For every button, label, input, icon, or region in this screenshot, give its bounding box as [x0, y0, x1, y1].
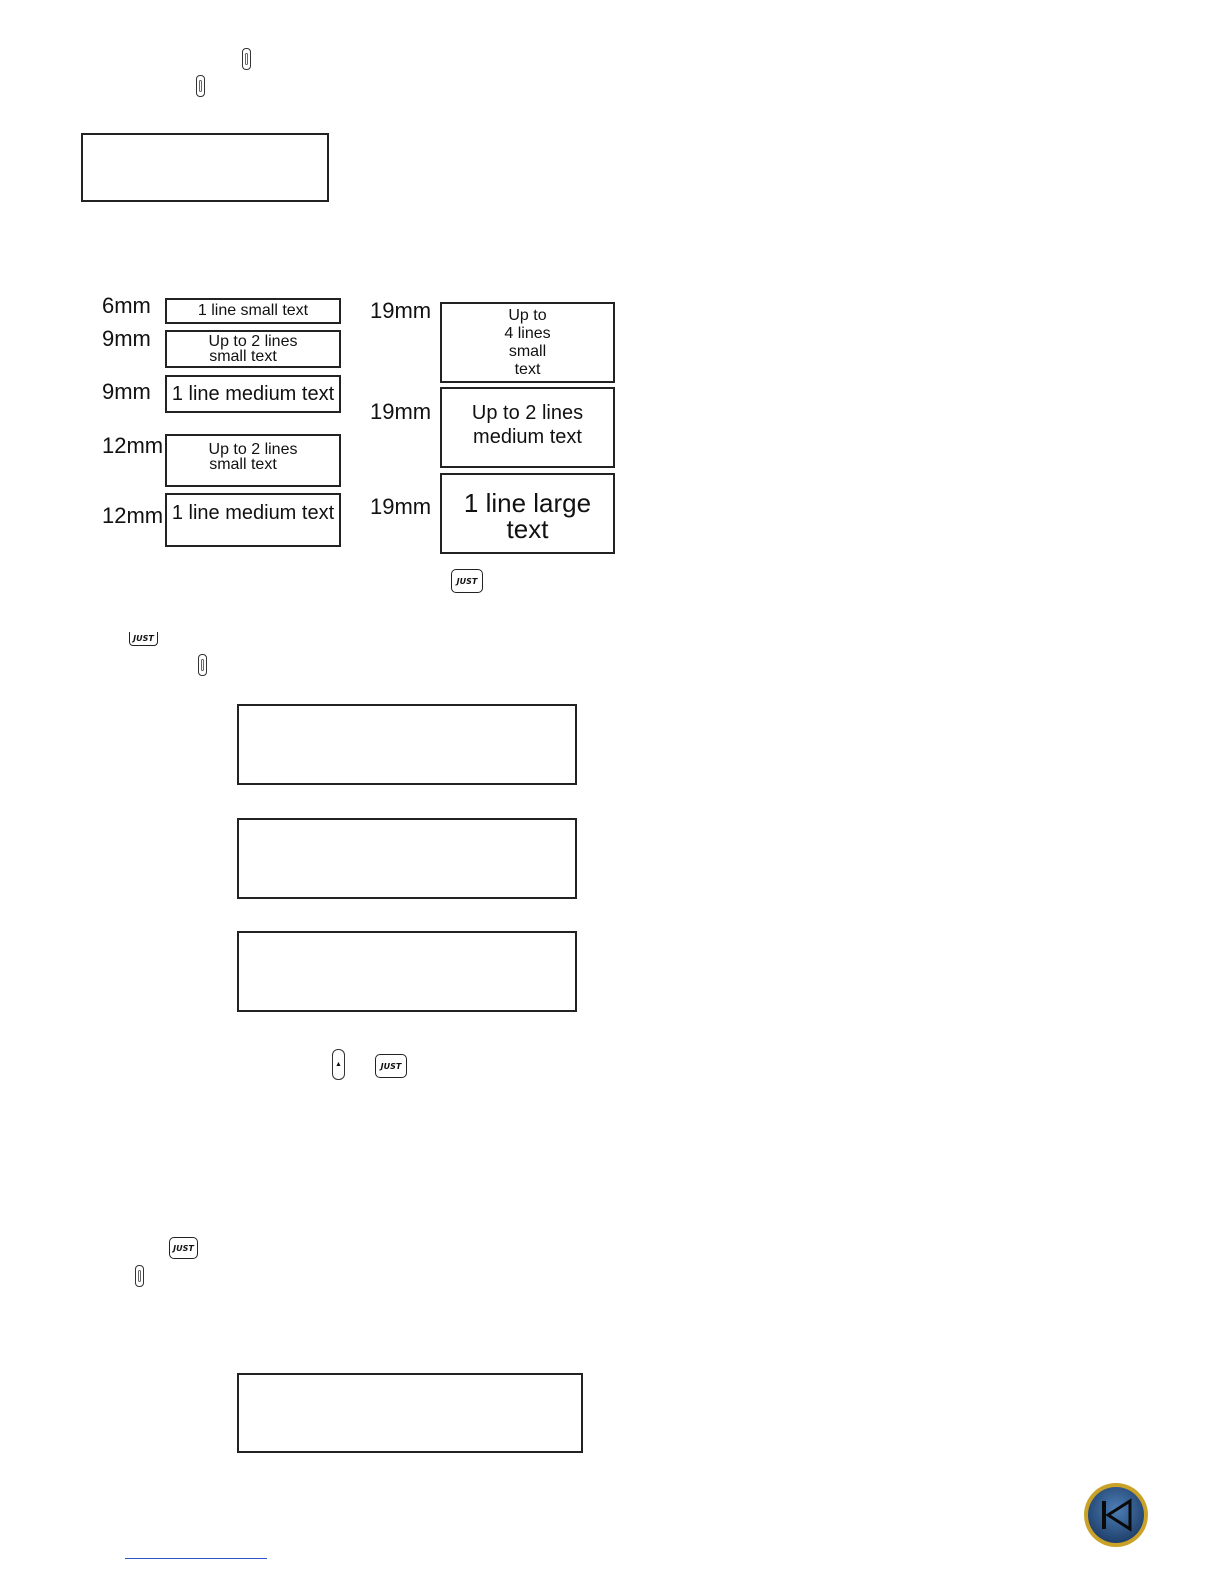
- just-key-icon: JUST: [375, 1054, 407, 1078]
- lcd-display: [237, 818, 577, 899]
- tape-line: medium text: [473, 426, 582, 448]
- tape-line: small: [508, 342, 547, 360]
- tape-example: [165, 298, 341, 324]
- tape-size-label: 12mm: [102, 433, 164, 458]
- tape-size-label: 19mm: [370, 494, 432, 519]
- key-icon: [198, 654, 207, 676]
- tape-line: 1 line medium text: [171, 383, 335, 405]
- tape-example: [165, 375, 341, 413]
- tape-size-label: 9mm: [102, 326, 151, 351]
- just-key-icon: JUST: [451, 569, 483, 593]
- lcd-display: [237, 704, 577, 785]
- key-icon: [196, 75, 205, 97]
- tape-example: [440, 302, 615, 383]
- lcd-display: [237, 1373, 583, 1453]
- tape-line: 4 lines: [504, 324, 551, 342]
- lcd-display: [81, 133, 329, 202]
- tape-line: Up to: [508, 306, 547, 324]
- tape-example: [440, 387, 615, 468]
- tape-line: Up to 2 lines: [471, 402, 584, 424]
- tape-line: 1 line large text: [463, 488, 592, 544]
- tape-example: [165, 330, 341, 368]
- link-underline[interactable]: [125, 1558, 267, 1559]
- tape-line: 1 line medium text: [171, 502, 335, 524]
- tape-line: Up to 2 lines: [208, 333, 298, 350]
- back-button[interactable]: [1082, 1481, 1150, 1549]
- lcd-display: [237, 931, 577, 1012]
- tape-line: 1 line small text: [197, 302, 309, 319]
- just-key-icon: JUST: [129, 632, 158, 646]
- tape-size-label: 19mm: [370, 298, 432, 323]
- just-key-icon: JUST: [169, 1237, 198, 1259]
- key-icon: [135, 1265, 144, 1287]
- key-icon: [242, 48, 251, 70]
- tape-example: [165, 434, 341, 487]
- tape-size-label: 19mm: [370, 399, 432, 424]
- tape-line: small text: [209, 348, 277, 365]
- up-arrow-key-icon: ▲: [332, 1049, 345, 1080]
- tape-size-label: 6mm: [102, 293, 151, 318]
- tape-line: small text: [209, 456, 277, 473]
- skip-back-icon: [1082, 1481, 1150, 1549]
- tape-size-label: 12mm: [102, 503, 164, 528]
- tape-line: Up to 2 lines: [208, 441, 298, 458]
- tape-size-label: 9mm: [102, 379, 151, 404]
- tape-line: text: [514, 360, 541, 378]
- tape-example: [165, 493, 341, 547]
- tape-example: [440, 473, 615, 554]
